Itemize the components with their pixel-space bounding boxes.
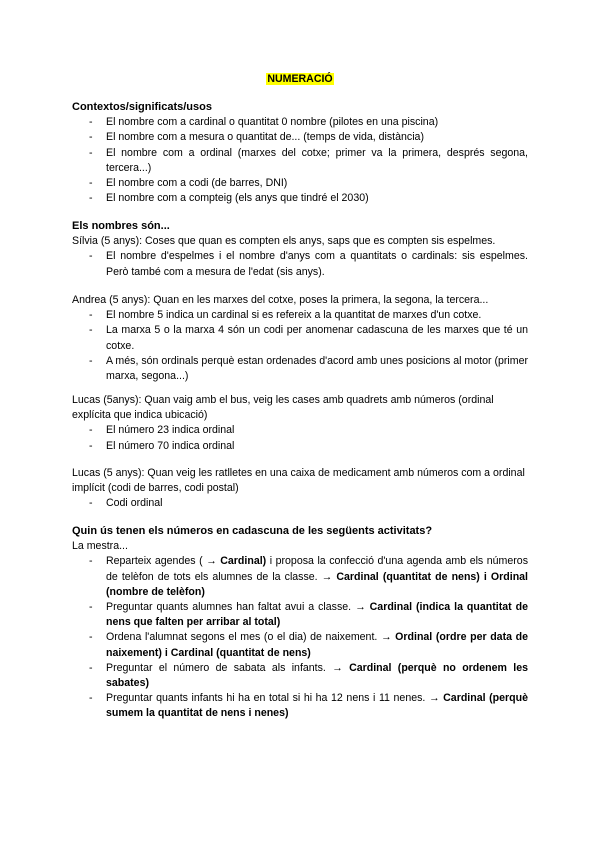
lucas-bus-list [72, 423, 528, 453]
title-wrap [0, 72, 600, 87]
section-heading: Els nombres són... [72, 220, 170, 232]
lucas-medicine-list [72, 496, 528, 511]
section-heading: Contextos/significats/usos [72, 101, 212, 113]
activities-list [72, 554, 528, 721]
list-item: - El nombre com a ordinal (marxes del cotxe; primer va la primera, després segona, tercera...) [89, 146, 528, 174]
list-item: - El nombre com a mesura o quantitat de... (temps de vida, distància) [89, 131, 424, 144]
list-item: - Preguntar quants alumnes han faltat avui a classe. → Cardinal (indica la quantitat de nens que falten per arribar al total) [89, 601, 528, 629]
andrea-list [72, 308, 528, 384]
section-lucas-medicine [72, 466, 528, 512]
paragraph-teacher: La mestra... [72, 540, 128, 553]
section-lucas-bus [72, 393, 528, 454]
list-item: - Reparteix agendes ( → Cardinal) i proposa la confecció d'una agenda amb els números de telèfon de tots els alumnes de la classe. → Cardinal (quantitat de nens) i Ordinal (nombre de telèfon) [89, 555, 529, 598]
list-item: - El número 23 indica ordinal [89, 424, 235, 437]
list-item: - El nombre com a compteig (els anys que tindré el 2030) [89, 192, 369, 205]
paragraph-lucas-medicine: Lucas (5 anys): Quan veig les ratlletes en una caixa de medicament amb números com a ordinal implícit (codi de barres, codi postal) [72, 467, 525, 495]
paragraph-lucas-bus: Lucas (5anys): Quan vaig amb el bus, veig les cases amb quadrets amb números (ordinal explícita que indica ubicació) [72, 394, 494, 422]
list-item: - El nombre d'espelmes i el nombre d'anys com a quantitats o cardinals: sis espelmes. Però també com a mesura de l'edat (sis anys). [89, 250, 528, 278]
silvia-list [72, 249, 528, 279]
section-contexts [72, 100, 528, 206]
list-item: - El nombre com a codi (de barres, DNI) [89, 177, 288, 190]
list-item: - Preguntar quants infants hi ha en total si hi ha 12 nens i 11 nenes. → Cardinal (perquè sumem la quantitat de nens i nenes) [89, 692, 528, 720]
list-item: - El nombre 5 indica un cardinal si es refereix a la quantitat de marxes d'un cotxe. [89, 309, 482, 322]
list-item: - Preguntar el número de sabata als infants. → Cardinal (perquè no ordenem les sabates) [89, 661, 528, 690]
list-item: - Codi ordinal [89, 497, 163, 510]
list-item: - El número 70 indica ordinal [89, 439, 235, 452]
contexts-list [72, 115, 528, 206]
section-heading: Quin ús tenen els números en cadascuna de les següents activitats? [72, 525, 433, 537]
section-activities [72, 524, 528, 722]
section-numbers-are [72, 219, 528, 280]
paragraph-andrea: Andrea (5 anys): Quan en les marxes del cotxe, poses la primera, la segona, la tercera... [72, 294, 489, 306]
page-title: NUMERACIÓ [267, 73, 333, 85]
list-item: - El nombre com a cardinal o quantitat 0 nombre (pilotes en una piscina) [89, 116, 439, 129]
paragraph-silvia: Sílvia (5 anys): Coses que quan es compten els anys, saps que es compten sis espelmes. [72, 235, 496, 248]
section-andrea [72, 293, 528, 384]
list-item: - La marxa 5 o la marxa 4 són un codi per anomenar cadascuna de les marxes que té un cotxe. [89, 324, 528, 352]
list-item: - A més, són ordinals perquè estan ordenades d'acord amb unes posicions al motor (primer marxa, segona...) [89, 354, 528, 383]
list-item: - Ordena l'alumnat segons el mes (o el dia) de naixement. → Ordinal (ordre per data de naixement) i Cardinal (quantitat de nens) [89, 631, 528, 659]
